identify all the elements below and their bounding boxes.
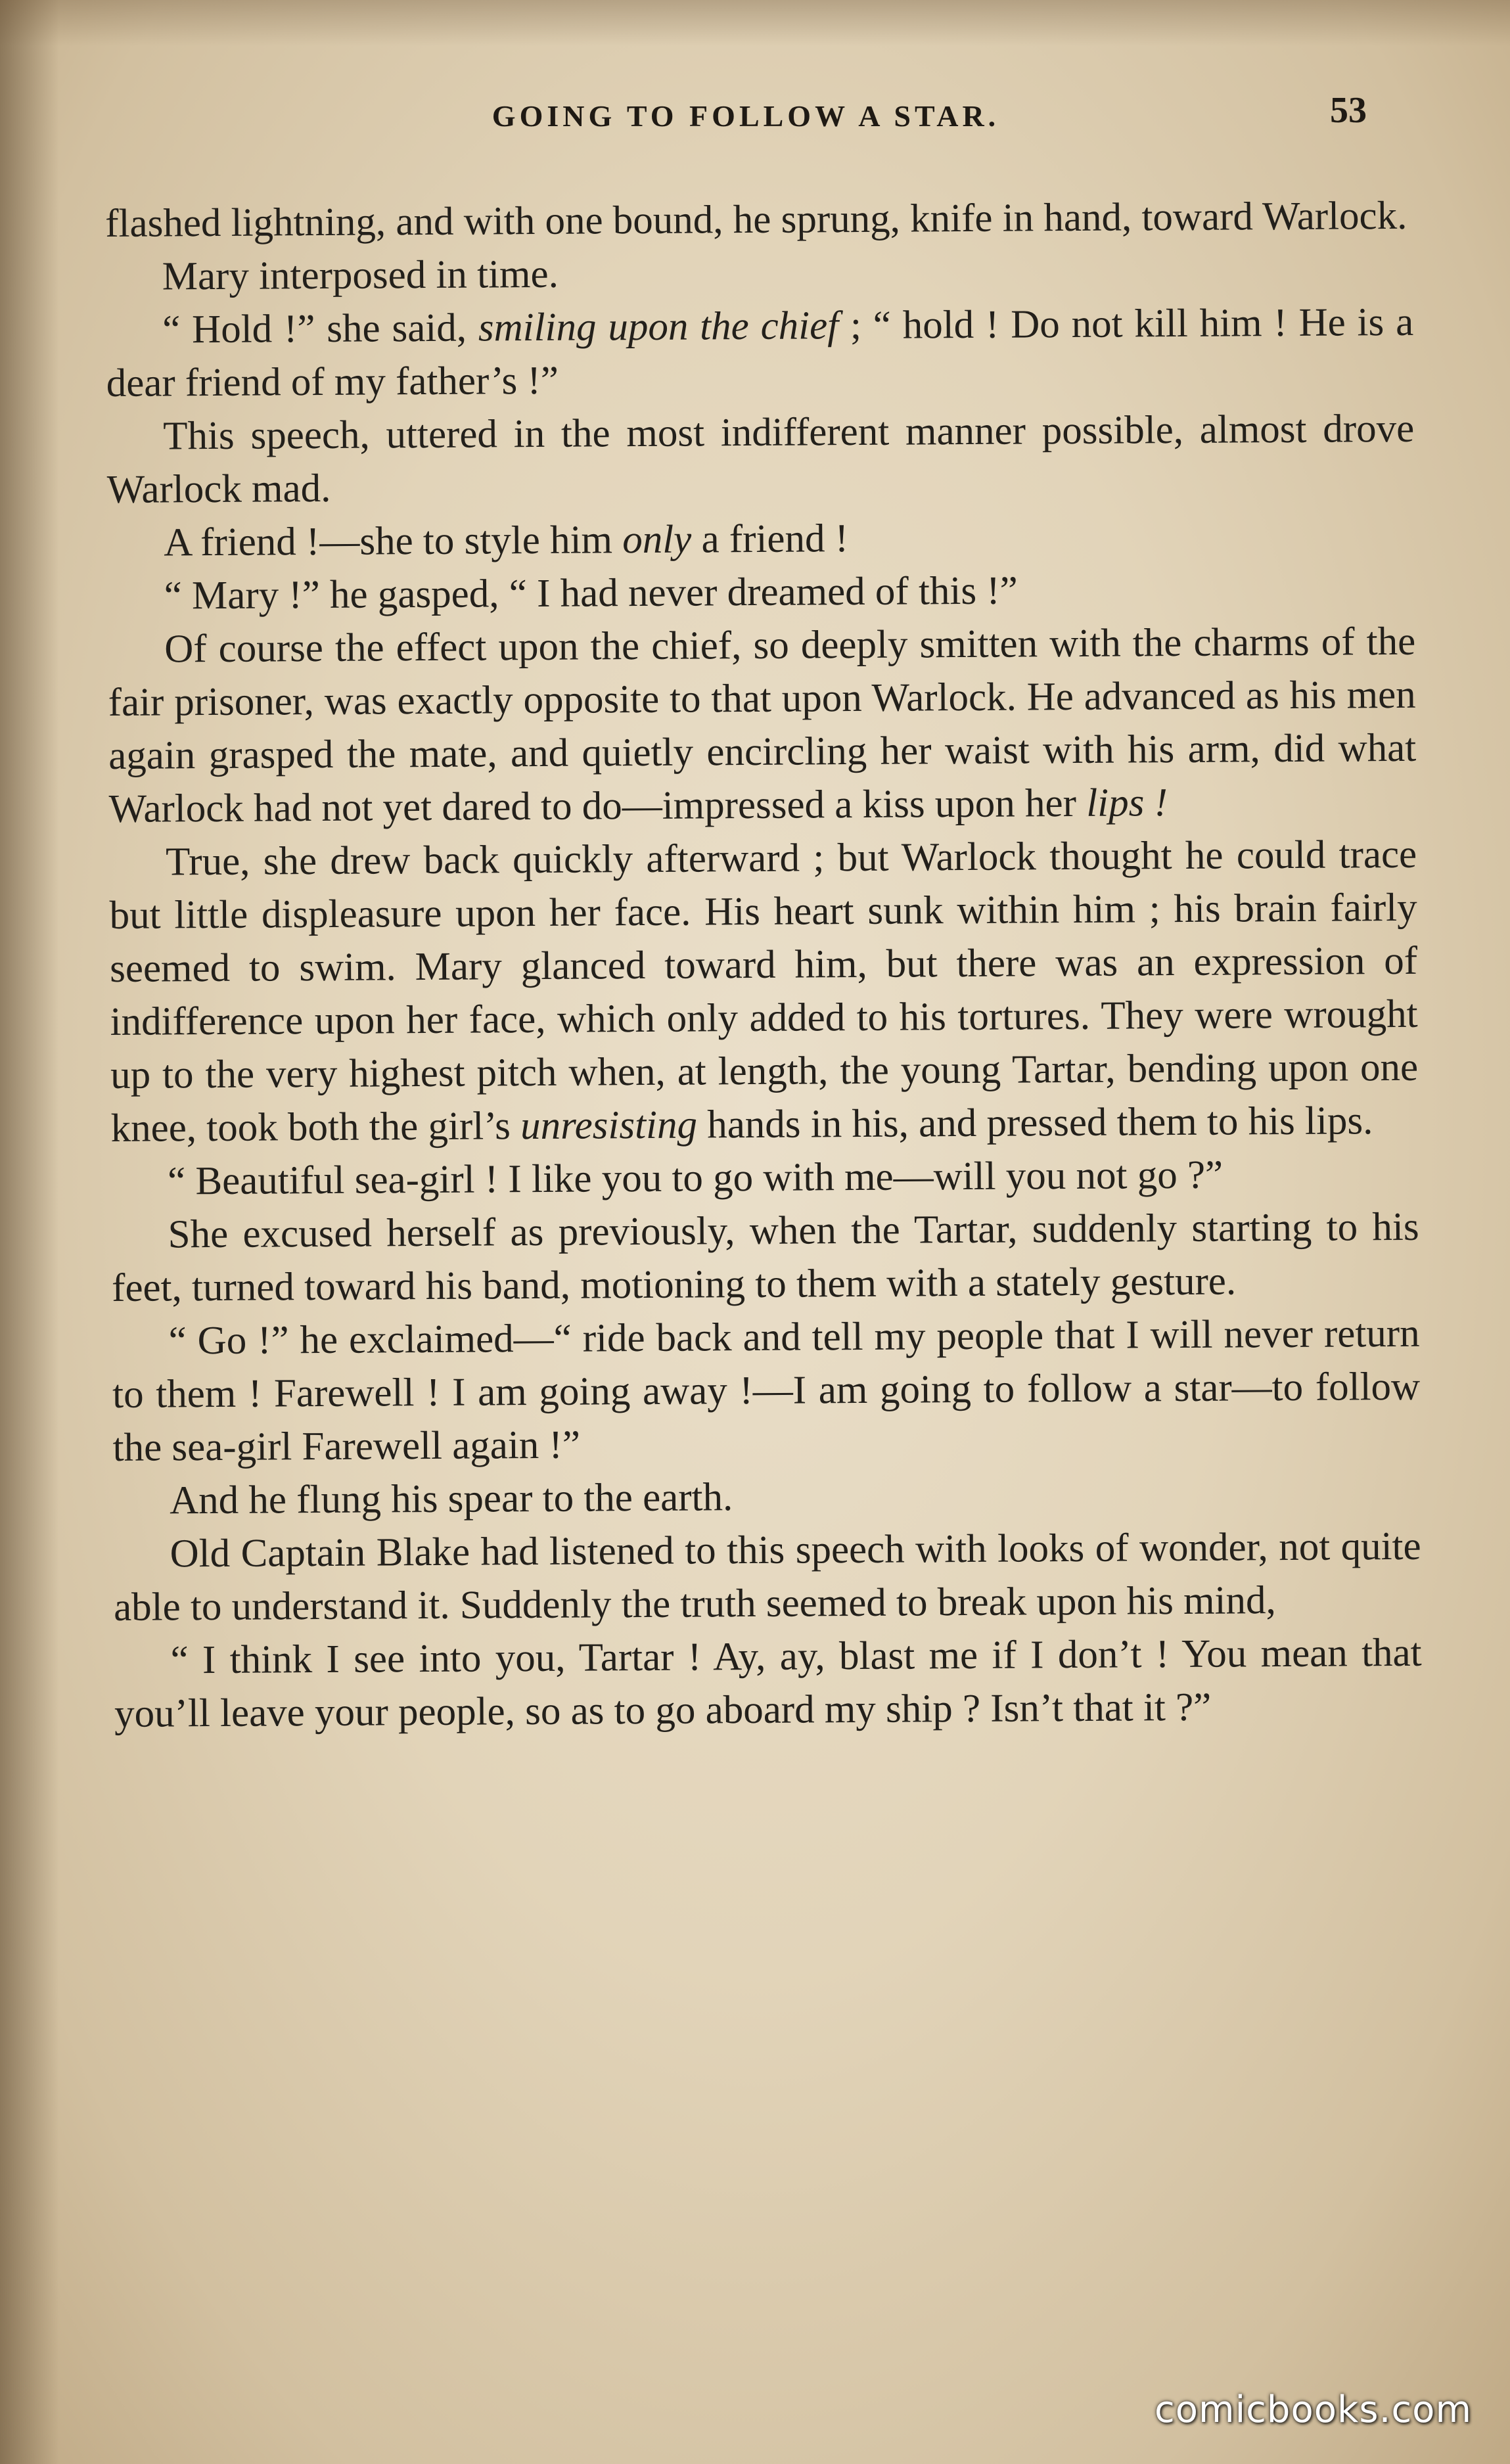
paragraph [106, 402, 1415, 516]
paragraph [111, 1147, 1419, 1208]
page-header [112, 90, 1380, 151]
italic-run: smiling upon the chief [478, 304, 839, 350]
text-run: a friend ! [691, 516, 849, 562]
top-shadow [0, 0, 1510, 46]
text-run: “ Beautiful sea-girl ! I like you to go with me—will you not go ?” [167, 1152, 1224, 1204]
paragraph [107, 509, 1415, 570]
paragraph [108, 615, 1417, 836]
paragraph [111, 1200, 1419, 1315]
italic-run: only [622, 517, 692, 562]
paragraph [105, 189, 1413, 250]
paragraph [114, 1626, 1422, 1741]
text-run: And he flung his spear to the earth. [169, 1475, 733, 1523]
paragraph [105, 242, 1413, 304]
text-run: True, she drew back quickly afterward ; but Warlock thought he could trace but little displeasure upon her face. His heart sunk within him ; his brain fairly seemed to swim. Mary glanced toward him, but there was an expression of indifference upon her face, which only added to his tortures. They were wrought up to the very highest pitch when, at length, the young Tartar, bending upon one knee, took both the girl’s [109, 832, 1419, 1151]
text-run: “ Mary !” he gasped, “ I had never dreamed of this !” [164, 568, 1018, 618]
text-run: “ I think I see into you, Tartar ! Ay, ay, blast me if I don’t ! You mean that you’ll leave your people, so as to go aboard my ship ? Isn’t that it ?” [114, 1630, 1422, 1736]
italic-run: unresisting [520, 1103, 698, 1149]
italic-run: lips ! [1086, 781, 1168, 825]
spine-shadow [0, 0, 59, 2464]
text-run: Of course the effect upon the chief, so deeply smitten with the charms of the fair prisoner, was exactly opposite to that upon Warlock. He advanced as his men again grasped the mate, and quietly encircling her waist with his arm, did what Warlock had not yet dared to do—impressed a kiss upon her [108, 619, 1417, 831]
text-run: “ Go !” he exclaimed—“ ride back and tell my people that I will never return to them ! Farewell ! I am going away !—I am going to follow a star—to follow the sea-girl Farewell again !” [112, 1311, 1421, 1470]
text-run: A friend !—she to style him [164, 518, 623, 565]
paragraph [113, 1467, 1421, 1528]
paragraph [106, 296, 1414, 410]
paragraph [107, 562, 1415, 623]
text-run: Old Captain Blake had listened to this speech with looks of wonder, not quite able to understand it. Suddenly the truth seemed to break upon his mind, [113, 1524, 1421, 1630]
running-head: GOING TO FOLLOW A STAR. [492, 99, 1000, 133]
paragraph [113, 1520, 1421, 1634]
text-run: This speech, uttered in the most indifferent manner possible, almost drove Warlock mad. [106, 406, 1415, 512]
paragraph [109, 828, 1419, 1155]
body-text [105, 189, 1422, 1741]
text-run: She excused herself as previously, when the Tartar, suddenly starting to his feet, turned toward his band, motioning to them with a stately gesture. [111, 1204, 1419, 1310]
watermark: comicbooks.com [1154, 2388, 1472, 2431]
text-run: ; “ hold ! Do not kill him ! He is a dear friend of my father’s !” [106, 300, 1414, 405]
page-number: 53 [1330, 90, 1367, 131]
text-run: flashed lightning, and with one bound, he sprung, knife in hand, toward Warlock. [105, 193, 1407, 246]
paragraph [112, 1307, 1420, 1474]
text-run: Mary interposed in time. [162, 252, 559, 299]
text-run: hands in his, and pressed them to his lips. [697, 1099, 1373, 1147]
text-run: “ Hold !” she said, [162, 306, 479, 352]
